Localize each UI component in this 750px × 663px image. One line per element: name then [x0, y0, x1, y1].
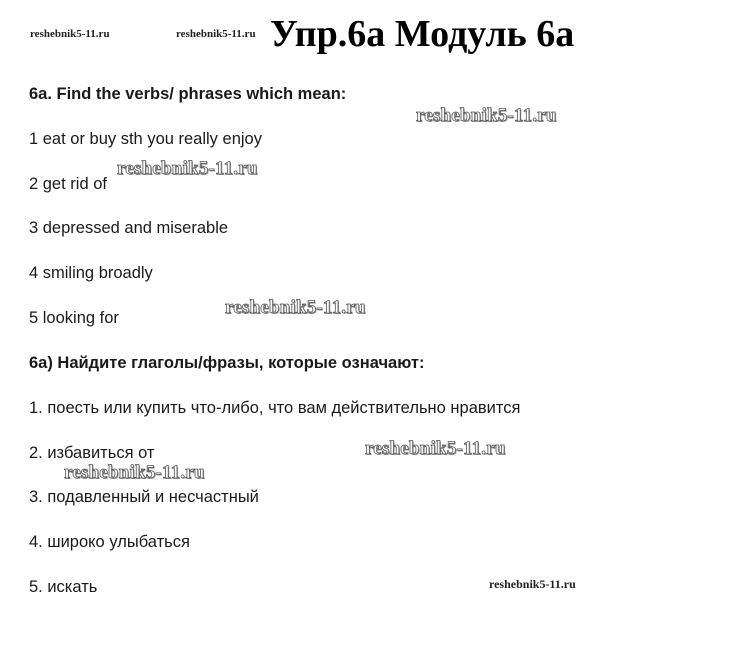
english-item-2: 2 get rid of [29, 175, 107, 193]
russian-heading: 6а) Найдите глаголы/фразы, которые означают: [29, 354, 425, 372]
english-heading: 6a. Find the verbs/ phrases which mean: [29, 85, 347, 103]
russian-item-3: 3. подавленный и несчастный [29, 488, 259, 506]
english-item-1: 1 eat or buy sth you really enjoy [29, 130, 262, 148]
russian-item-4: 4. широко улыбаться [29, 533, 190, 551]
header-watermark-left: reshebnik5-11.ru [30, 28, 110, 40]
english-item-4: 4 smiling broadly [29, 264, 153, 282]
watermark: reshebnik5-11.ru [64, 462, 205, 483]
english-item-5: 5 looking for [29, 309, 119, 327]
watermark: reshebnik5-11.ru [416, 105, 557, 126]
watermark: reshebnik5-11.ru [225, 297, 366, 318]
watermark: reshebnik5-11.ru [365, 438, 506, 459]
header-watermark-center: reshebnik5-11.ru [176, 28, 256, 40]
russian-item-2: 2. избавиться от [29, 444, 155, 462]
watermark-small-bottom: reshebnik5-11.ru [489, 577, 576, 591]
watermark: reshebnik5-11.ru [117, 158, 258, 179]
page-title: Упр.6а Модуль 6а [270, 13, 575, 55]
russian-item-1: 1. поесть или купить что-либо, что вам действительно нравится [29, 399, 521, 417]
russian-item-5: 5. искать [29, 578, 98, 596]
english-item-3: 3 depressed and miserable [29, 219, 229, 237]
